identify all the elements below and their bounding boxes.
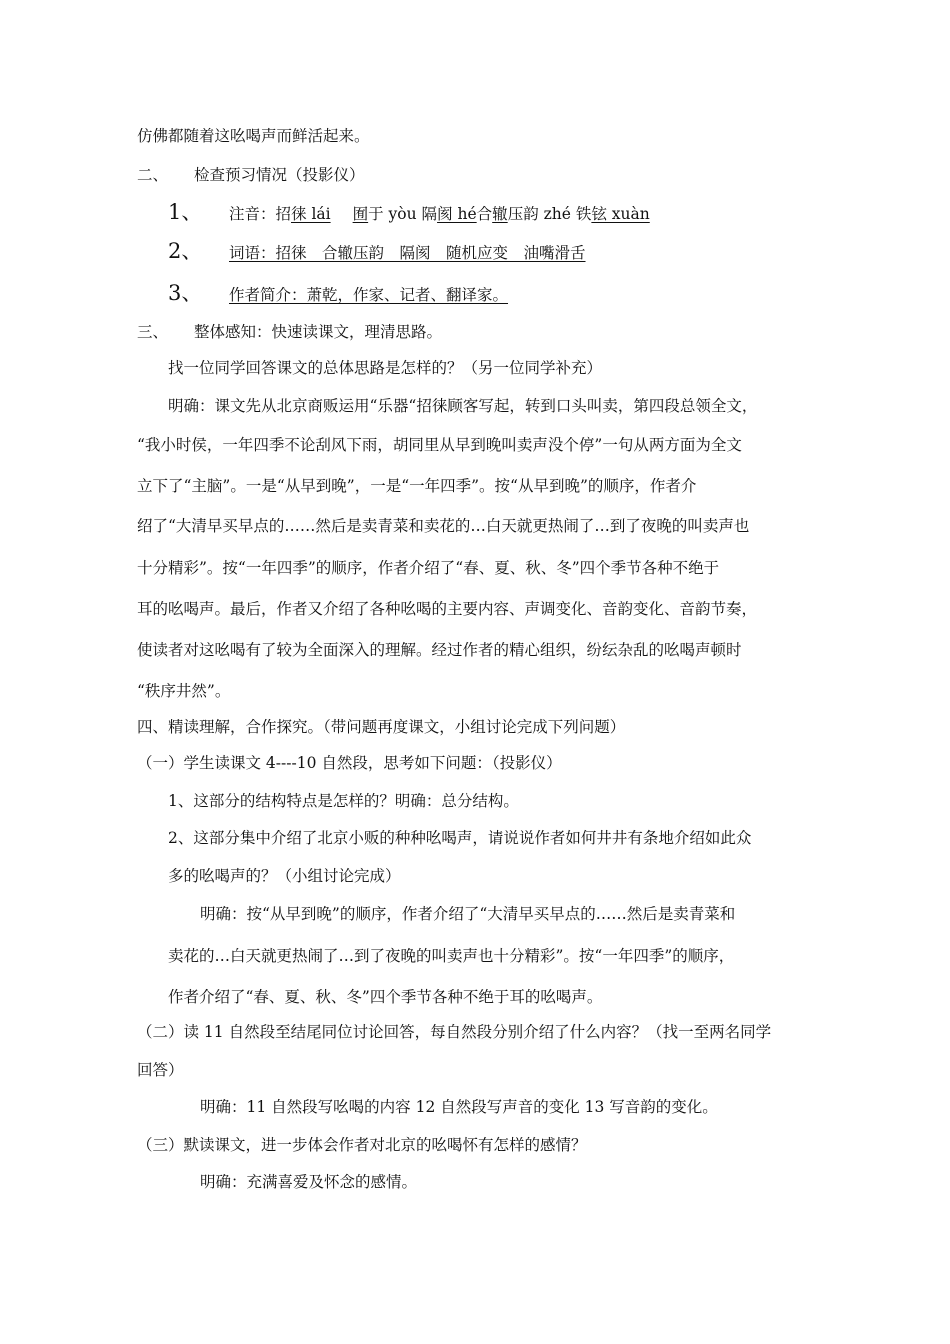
text-line: 耳的吆喝声。最后，作者又介绍了各种吆喝的主要内容、声调变化、音韵变化、音韵节奏， — [137, 600, 758, 618]
text-line: 找一位同学回答课文的总体思路是怎样的？（另一位同学补充） — [168, 359, 603, 377]
section-heading: 四、精读理解，合作探究。（带问题再度课文，小组讨论完成下列问题） — [137, 718, 626, 736]
text-line: 1、这部分的结构特点是怎样的？明确：总分结构。 — [168, 792, 519, 810]
author-intro-line: 作者简介：萧乾，作家、记者、翻译家。 — [229, 286, 509, 304]
text-line: 作者介绍了“春、夏、秋、冬”四个季节各种不绝于耳的吆喝声。 — [168, 988, 603, 1006]
text-line: 多的吆喝声的？（小组讨论完成） — [168, 867, 401, 885]
item-number: 3、 — [168, 281, 203, 305]
underlined-text: 辙 — [492, 205, 508, 223]
underlined-text: 囿 — [352, 205, 369, 223]
text-line: 十分精彩”。按“一年四季”的顺序，作者介绍了“春、夏、秋、冬”四个季节各种不绝于 — [137, 559, 720, 577]
vocabulary-line: 词语：招徕 合辙压韵 隔阂 随机应变 油嘴滑舌 — [229, 244, 586, 262]
underlined-text: 徕 lái — [291, 205, 331, 223]
item-number: 1、 — [168, 200, 203, 224]
text-line: “我小时侯，一年四季不论刮风下雨，胡同里从早到晚叫卖声没个停”一句从两方面为全文 — [137, 436, 742, 454]
text-line: 仿佛都随着这吆喝声而鲜活起来。 — [137, 127, 370, 145]
underlined-text: 铉 xuàn — [591, 205, 650, 223]
text-line: 明确：充满喜爱及怀念的感情。 — [200, 1173, 418, 1191]
section-number: 二、 — [137, 166, 169, 184]
text-line: “秩序井然”。 — [137, 682, 231, 700]
text-line: 2、这部分集中介绍了北京小贩的种种吆喝声，请说说作者如何井井有条地介绍如此众 — [168, 829, 752, 847]
subsection-heading: （一）学生读课文 4----10 自然段，思考如下问题：（投影仪） — [137, 754, 562, 772]
section-heading: 整体感知：快速读课文，理清思路。 — [194, 323, 443, 341]
text-run: 压韵 zhé 铁 — [507, 205, 592, 223]
text-line: 回答） — [137, 1061, 184, 1079]
text-run: 合 — [476, 205, 493, 223]
text-run: 注音：招 — [229, 205, 292, 223]
pronunciation-line — [229, 204, 650, 224]
text-line: 明确：按“从早到晚”的顺序，作者介绍了“大清早买早点的……然后是卖青菜和 — [200, 905, 736, 923]
item-number: 2、 — [168, 239, 203, 263]
underlined-text: 阂 hé — [437, 205, 477, 223]
text-line: 立下了“主脑”。一是“从早到晚”，一是“一年四季”。按“从早到晚”的顺序，作者介 — [137, 477, 697, 495]
subsection-heading: （三）默读课文，进一步体会作者对北京的吆喝怀有怎样的感情？ — [137, 1136, 587, 1154]
subsection-heading: （二）读 11 自然段至结尾同位讨论回答，每自然段分别介绍了什么内容？（找一至两名同学 — [137, 1023, 772, 1041]
section-heading: 检查预习情况（投影仪） — [194, 166, 365, 184]
text-line: 卖花的…白天就更热闹了…到了夜晚的叫卖声也十分精彩”。按“一年四季”的顺序， — [168, 947, 735, 965]
text-line: 明确：11 自然段写吆喝的内容 12 自然段写声音的变化 13 写音韵的变化。 — [200, 1098, 718, 1116]
text-run: 于 yòu 隔 — [368, 205, 438, 223]
text-line: 明确：课文先从北京商贩运用“乐器“招徕顾客写起，转到口头叫卖，第四段总领全文， — [168, 397, 758, 415]
section-number: 三、 — [137, 323, 169, 341]
text-line: 绍了“大清早买早点的……然后是卖青菜和卖花的…白天就更热闹了…到了夜晚的叫卖声也 — [137, 517, 750, 535]
text-line: 使读者对这吆喝有了较为全面深入的理解。经过作者的精心组织，纷纭杂乱的吆喝声顿时 — [137, 641, 742, 659]
